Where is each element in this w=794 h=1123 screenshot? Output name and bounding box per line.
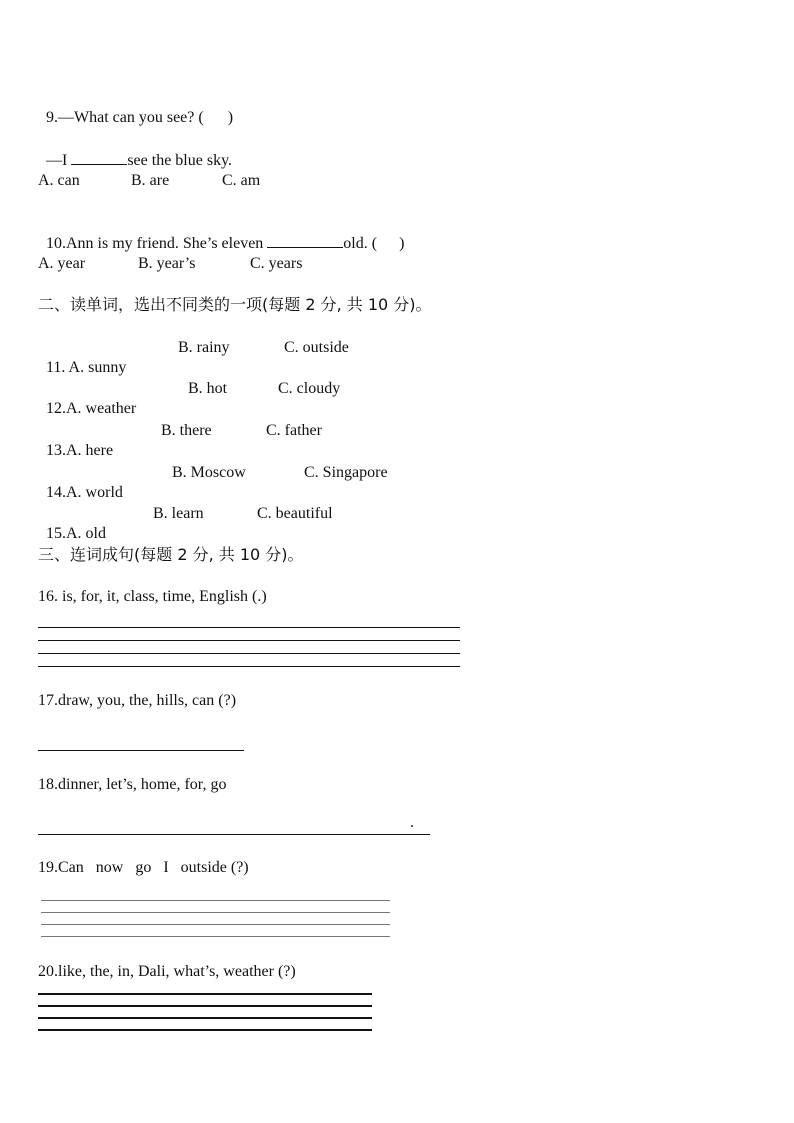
option-a: A. world: [66, 484, 123, 501]
option-14-c: C. Singapore: [304, 464, 388, 481]
writing-line[interactable]: [41, 912, 390, 913]
question-10-paren-close: ): [399, 235, 405, 252]
option-13-b: B. there: [161, 422, 212, 439]
writing-line[interactable]: [38, 1029, 372, 1031]
question-10-suffix: old. (: [343, 235, 378, 252]
option-15-c: C. beautiful: [257, 505, 333, 522]
writing-line[interactable]: [38, 640, 460, 641]
question-11: [38, 338, 126, 378]
option-9-c: C. am: [222, 172, 261, 189]
option-a: A. old: [66, 525, 106, 542]
answer-line[interactable]: [38, 834, 430, 835]
question-number: 13.: [46, 442, 66, 459]
option-14-b: B. Moscow: [172, 464, 246, 481]
option-a: A. sunny: [68, 359, 127, 376]
answer-line[interactable]: [38, 750, 244, 751]
question-9-prompt: 9.—What can you see? (: [46, 109, 204, 126]
option-11-c: C. outside: [284, 339, 349, 356]
question-15: [38, 504, 106, 544]
answer-blank[interactable]: [71, 150, 127, 165]
writing-line[interactable]: [38, 993, 372, 995]
option-10-c: C. years: [250, 255, 303, 272]
option-a: A. weather: [66, 400, 137, 417]
question-10: [38, 213, 404, 254]
option-9-b: B. are: [131, 172, 170, 189]
option-12-c: C. cloudy: [278, 380, 341, 397]
question-10-prompt: 10.Ann is my friend. She’s eleven: [46, 235, 264, 252]
question-number: 11.: [46, 359, 66, 376]
question-9: [38, 88, 233, 128]
question-9-answer-line: [38, 130, 232, 171]
option-10-b: B. year’s: [138, 255, 196, 272]
question-9-paren-close: ): [227, 109, 234, 126]
question-number: 14.: [46, 484, 66, 501]
option-13-c: C. father: [266, 422, 322, 439]
writing-line[interactable]: [41, 936, 390, 937]
question-13: [38, 421, 113, 461]
answer-end-mark: .: [410, 814, 414, 831]
option-9-a: A. can: [38, 172, 80, 189]
question-19: 19.Can now go I outside (?): [38, 859, 249, 876]
writing-line[interactable]: [41, 924, 390, 925]
writing-line[interactable]: [38, 1005, 372, 1007]
option-15-b: B. learn: [153, 505, 204, 522]
writing-line[interactable]: [38, 627, 460, 628]
writing-line[interactable]: [38, 666, 460, 667]
writing-line[interactable]: [38, 653, 460, 654]
writing-line[interactable]: [41, 900, 390, 901]
question-14: [38, 463, 123, 503]
question-9-answer-suffix: see the blue sky.: [127, 152, 233, 169]
writing-line[interactable]: [38, 1017, 372, 1019]
option-a: A. here: [66, 442, 114, 459]
question-17: 17.draw, you, the, hills, can (?): [38, 692, 237, 709]
question-12: [38, 379, 136, 419]
question-16: 16. is, for, it, class, time, English (.): [38, 588, 267, 605]
option-11-b: B. rainy: [178, 339, 230, 356]
section-3-heading: 三、连词成句(每题 2 分, 共 10 分)。: [38, 545, 304, 564]
question-number: 12.: [46, 400, 66, 417]
option-10-a: A. year: [38, 255, 86, 272]
question-9-answer-prefix: —I: [46, 152, 68, 169]
question-18: 18.dinner, let’s, home, for, go: [38, 776, 227, 793]
answer-blank[interactable]: [267, 233, 343, 248]
question-20: 20.like, the, in, Dali, what’s, weather (?): [38, 963, 296, 980]
question-number: 15.: [46, 525, 66, 542]
section-2-heading: 二、读单词，选出不同类的一项(每题 2 分, 共 10 分)。: [38, 295, 432, 314]
option-12-b: B. hot: [188, 380, 228, 397]
